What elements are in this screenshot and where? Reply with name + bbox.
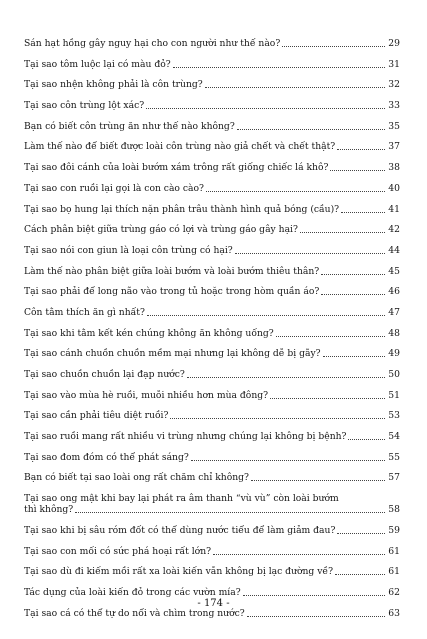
- toc-entry: [24, 59, 400, 70]
- toc-entry-page: 58: [388, 504, 400, 516]
- toc-entry-page: 57: [388, 472, 400, 484]
- toc-entry-page: 42: [388, 224, 400, 236]
- toc-entry-title: Tại sao nói con giun là loại côn trùng có hại?: [24, 244, 233, 256]
- dot-leader: [251, 479, 385, 481]
- toc-entry: [24, 204, 400, 215]
- toc-entry: [24, 431, 400, 442]
- toc-entry-page: 61: [388, 566, 400, 578]
- toc-entry: [24, 525, 400, 536]
- toc-entry-page: 32: [388, 79, 400, 91]
- toc-entry: [24, 390, 400, 401]
- toc-entry-page: 35: [388, 120, 400, 132]
- toc-entry-page: 53: [388, 410, 400, 422]
- toc-entry: [24, 348, 400, 359]
- toc-entry: [24, 546, 400, 557]
- toc-entry: [24, 266, 400, 277]
- dot-leader: [321, 293, 385, 295]
- toc-entry-title: Tại sao côn trùng lột xác?: [24, 100, 145, 112]
- toc-entry-title: Tại sao ong mật khi bay lại phát ra âm thanh “vù vù” còn loài bướm: [24, 493, 339, 505]
- toc-entry-page: 50: [388, 369, 400, 380]
- table-of-contents: [24, 38, 400, 628]
- toc-entry-title: Cách phân biệt giữa trùng gáo có lợi và trùng gáo gây hại?: [24, 224, 298, 236]
- toc-entry-page: 40: [388, 182, 400, 194]
- toc-entry-page: 46: [388, 286, 400, 298]
- toc-entry-title: Tại sao khi tằm kết kén chúng không ăn không uống?: [24, 327, 274, 339]
- dot-leader: [75, 511, 385, 513]
- toc-entry-title: Sán hạt hồng gây nguy hại cho con người như thế nào?: [24, 38, 281, 49]
- toc-entry-title: Tại sao tôm luộc lại có màu đỏ?: [24, 58, 171, 70]
- toc-entry-page: 29: [388, 38, 400, 49]
- toc-entry: [24, 79, 400, 90]
- toc-entry-title: Tại sao con mối có sức phá hoại rất lớn?: [24, 545, 212, 557]
- toc-entry-title: Tại sao cá có thể tự do nổi và chìm trong nước?: [24, 607, 245, 619]
- toc-entry-title: Tại sao phải để long não vào trong tủ hoặc trong hòm quần áo?: [24, 286, 320, 298]
- toc-entry: [24, 587, 400, 598]
- dot-leader: [282, 45, 385, 47]
- toc-entry-title-line2: thì không?: [24, 504, 74, 516]
- toc-entry-page: 44: [388, 244, 400, 256]
- dot-leader: [335, 573, 385, 575]
- toc-entry-title: Tại sao con ruồi lại gọi là con cào cào?: [24, 182, 204, 194]
- toc-entry-title: Tại sao vào mùa hè ruồi, muỗi nhiều hơn mùa đông?: [24, 389, 269, 401]
- dot-leader: [247, 615, 385, 617]
- toc-entry: [24, 245, 400, 256]
- toc-entry-title: Làm thế nào để biết được loài côn trùng nào giả chết và chết thật?: [24, 141, 336, 153]
- toc-entry-title-continued: [24, 504, 400, 515]
- toc-entry-title: Bạn có biết tại sao loài ong rất chăm chỉ không?: [24, 472, 249, 484]
- toc-entry-title: Làm thế nào phân biệt giữa loài bướm và loài bướm thiêu thân?: [24, 265, 320, 277]
- dot-leader: [337, 532, 385, 534]
- toc-entry: [24, 608, 400, 619]
- toc-entry-page: 62: [388, 586, 400, 598]
- toc-entry: [24, 162, 400, 173]
- dot-leader: [276, 335, 385, 337]
- toc-entry-title: Tại sao đôi cánh của loài bướm xám trông rất giống chiếc lá khô?: [24, 162, 329, 174]
- toc-entry-title: Bạn có biết côn trùng ăn như thế nào không?: [24, 120, 235, 132]
- toc-entry: [24, 224, 400, 235]
- toc-entry-page: 59: [388, 524, 400, 536]
- dot-leader: [206, 190, 385, 192]
- toc-entry-page: 45: [388, 265, 400, 277]
- toc-entry: [24, 141, 400, 152]
- dot-leader: [323, 355, 385, 357]
- toc-entry-page: 49: [388, 348, 400, 360]
- toc-entry: [24, 493, 400, 515]
- toc-entry: [24, 183, 400, 194]
- toc-entry-page: 47: [388, 306, 400, 318]
- toc-entry: [24, 452, 400, 463]
- dot-leader: [191, 459, 385, 461]
- dot-leader: [187, 376, 385, 378]
- dot-leader: [270, 397, 385, 399]
- toc-entry-page: 51: [388, 389, 400, 401]
- dot-leader: [348, 438, 385, 440]
- toc-entry: [24, 121, 400, 132]
- toc-entry-page: 63: [388, 607, 400, 619]
- dot-leader: [146, 107, 385, 109]
- dot-leader: [330, 169, 385, 171]
- toc-entry-page: 33: [388, 100, 400, 112]
- toc-entry-title: Tại sao đom đóm có thể phát sáng?: [24, 451, 189, 463]
- toc-entry-title: Tại sao cánh chuồn chuồn mềm mại nhưng lại không dễ bị gãy?: [24, 348, 321, 360]
- toc-entry-page: 31: [388, 58, 400, 70]
- dot-leader: [213, 553, 385, 555]
- dot-leader: [237, 128, 385, 130]
- dot-leader: [147, 314, 385, 316]
- toc-entry-title: Tại sao ruồi mang rất nhiều vi trùng nhưng chúng lại không bị bệnh?: [24, 431, 347, 443]
- toc-entry-title: Tác dụng của loài kiến đỏ trong các vườn mía?: [24, 586, 241, 598]
- toc-entry-title: Tại sao nhện không phải là côn trùng?: [24, 79, 203, 91]
- page-number: - 174 -: [197, 598, 230, 609]
- toc-entry: [24, 100, 400, 111]
- dot-leader: [235, 252, 385, 254]
- toc-entry-page: 38: [388, 162, 400, 174]
- toc-entry-title: Tại sao chuồn chuồn lại đạp nước?: [24, 369, 185, 380]
- toc-entry: [24, 38, 400, 49]
- toc-entry-page: 55: [388, 451, 400, 463]
- toc-entry: [24, 286, 400, 297]
- dot-leader: [300, 231, 385, 233]
- toc-entry: [24, 410, 400, 421]
- dot-leader: [337, 148, 385, 150]
- toc-entry-title: Côn tằm thích ăn gì nhất?: [24, 306, 145, 318]
- toc-entry: [24, 307, 400, 318]
- dot-leader: [321, 273, 385, 275]
- toc-entry: [24, 566, 400, 577]
- toc-entry-page: 37: [388, 141, 400, 153]
- dot-leader: [173, 66, 385, 68]
- toc-entry: [24, 369, 400, 380]
- toc-entry-title: Tại sao khi bị sâu róm đốt có thể dùng nước tiểu để làm giảm đau?: [24, 524, 336, 536]
- toc-entry-title: Tại sao dù đi kiếm mồi rất xa loài kiến vẫn không bị lạc đường về?: [24, 566, 333, 578]
- dot-leader: [170, 417, 385, 419]
- dot-leader: [243, 594, 385, 596]
- toc-entry-page: 54: [388, 431, 400, 443]
- toc-entry-page: 61: [388, 545, 400, 557]
- toc-entry-title: Tại sao cần phải tiêu diệt ruồi?: [24, 410, 169, 422]
- toc-entry-page: 41: [388, 203, 400, 215]
- toc-entry-page: 48: [388, 327, 400, 339]
- toc-entry: [24, 472, 400, 483]
- dot-leader: [205, 86, 385, 88]
- toc-entry: [24, 328, 400, 339]
- dot-leader: [341, 211, 385, 213]
- toc-entry-title: Tại sao bọ hung lại thích nặn phân trâu thành hình quả bóng (cầu)?: [24, 203, 340, 215]
